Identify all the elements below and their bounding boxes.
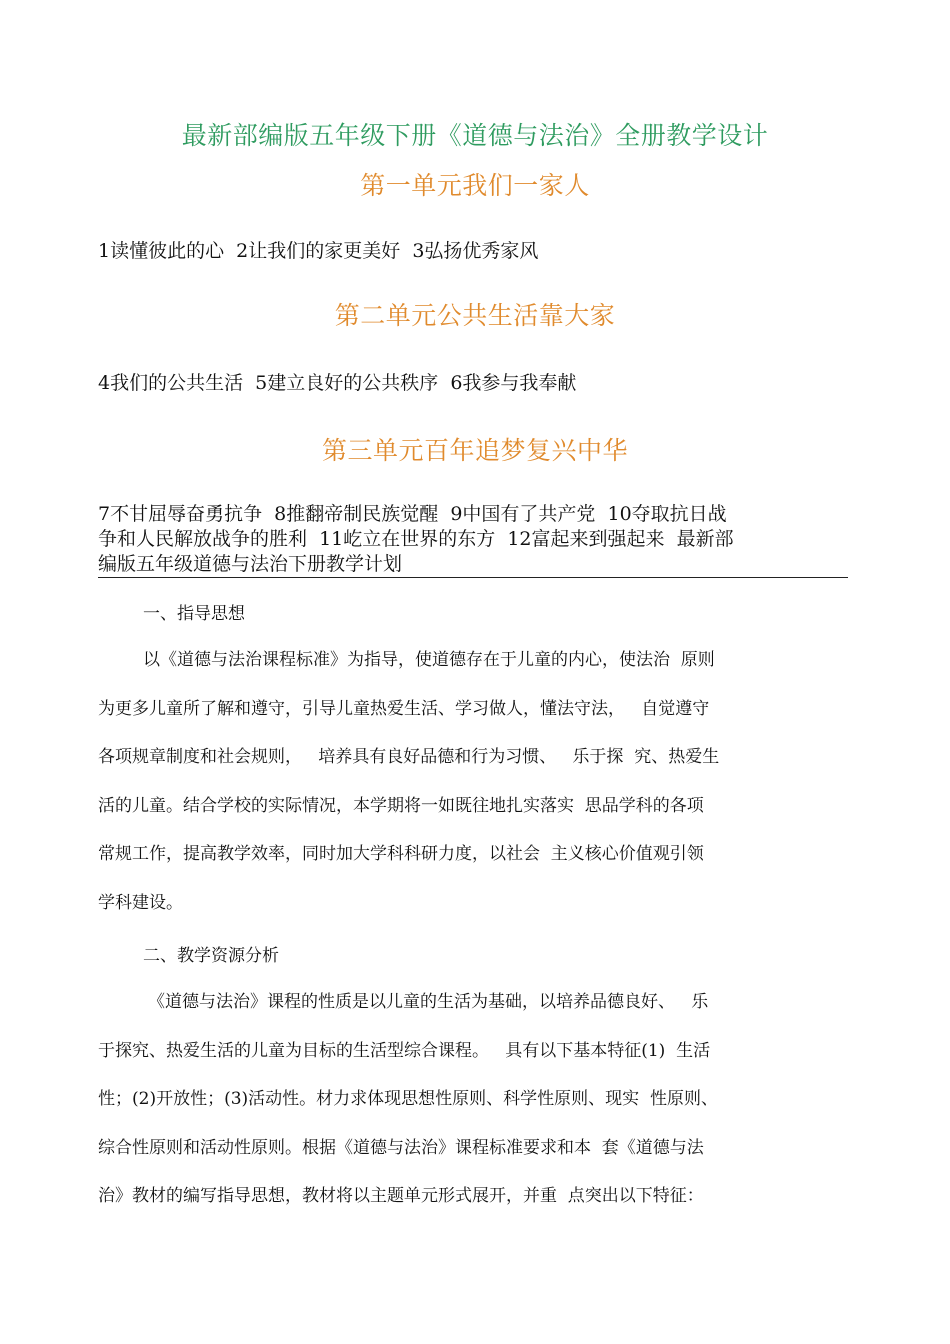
paragraph-line: 活的儿童。结合学校的实际情况，本学期将一如既往地扎实落实 思品学科的各项 (98, 795, 704, 816)
unit-3-lessons-line: 7不甘屈辱奋勇抗争 8推翻帝制民族觉醒 9中国有了共产党 10夺取抗日战 (98, 503, 727, 525)
unit-3-lessons-line: 编版五年级道德与法治下册教学计划 (98, 553, 403, 575)
unit-heading-3: 第三单元百年追梦复兴中华 (321, 436, 628, 465)
document-title: 最新部编版五年级下册《道德与法治》全册教学设计 (181, 121, 769, 150)
section-2-paragraph (98, 990, 858, 1233)
paragraph-line: 治》教材的编写指导思想，教材将以主题单元形式展开，并重 点突出以下特征： (98, 1186, 704, 1207)
paragraph-line: 常规工作，提高教学效率，同时加大学科科研力度，以社会 主义核心价值观引领 (98, 844, 704, 865)
unit-1-lessons: 1读懂彼此的心 2让我们的家更美好 3弘扬优秀家风 (98, 240, 539, 262)
paragraph-line: 《道德与法治》课程的性质是以儿童的生活为基础，以培养品德良好、 乐 (148, 992, 709, 1012)
paragraph-line: 综合性原则和活动性原则。根据《道德与法治》课程标准要求和本 套《道德与法 (98, 1137, 704, 1158)
paragraph-line: 各项规章制度和社会规则， 培养具有良好品德和行为习惯、 乐于探 究、热爱生 (98, 747, 720, 768)
paragraph-line: 学科建设。 (98, 892, 183, 913)
unit-2-lessons: 4我们的公共生活 5建立良好的公共秩序 6我参与我奉献 (98, 372, 577, 394)
unit-heading-1: 第一单元我们一家人 (360, 171, 590, 200)
paragraph-line: 性；(2)开放性；(3)活动性。材力求体现思想性原则、科学性原则、现实 性原则、 (98, 1089, 718, 1110)
paragraph-line: 为更多儿童所了解和遵守，引导儿童热爱生活、学习做人，懂法守法， 自觉遵守 (98, 698, 710, 719)
divider-line (98, 577, 848, 578)
paragraph-line: 于探究、热爱生活的儿童为目标的生活型综合课程。 具有以下基本特征(1) 生活 (98, 1040, 711, 1061)
section-1-paragraph (98, 648, 858, 940)
unit-heading-2: 第二单元公共生活靠大家 (334, 301, 616, 330)
unit-3-lessons (98, 502, 838, 577)
paragraph-line: 以《道德与法治课程标准》为指导，使道德存在于儿童的内心，使法治 原则 (143, 650, 715, 670)
unit-3-lessons-line: 争和人民解放战争的胜利 11屹立在世界的东方 12富起来到强起来 最新部 (98, 528, 734, 550)
section-heading-2: 二、教学资源分析 (143, 946, 279, 966)
section-heading-1: 一、指导思想 (143, 604, 245, 624)
